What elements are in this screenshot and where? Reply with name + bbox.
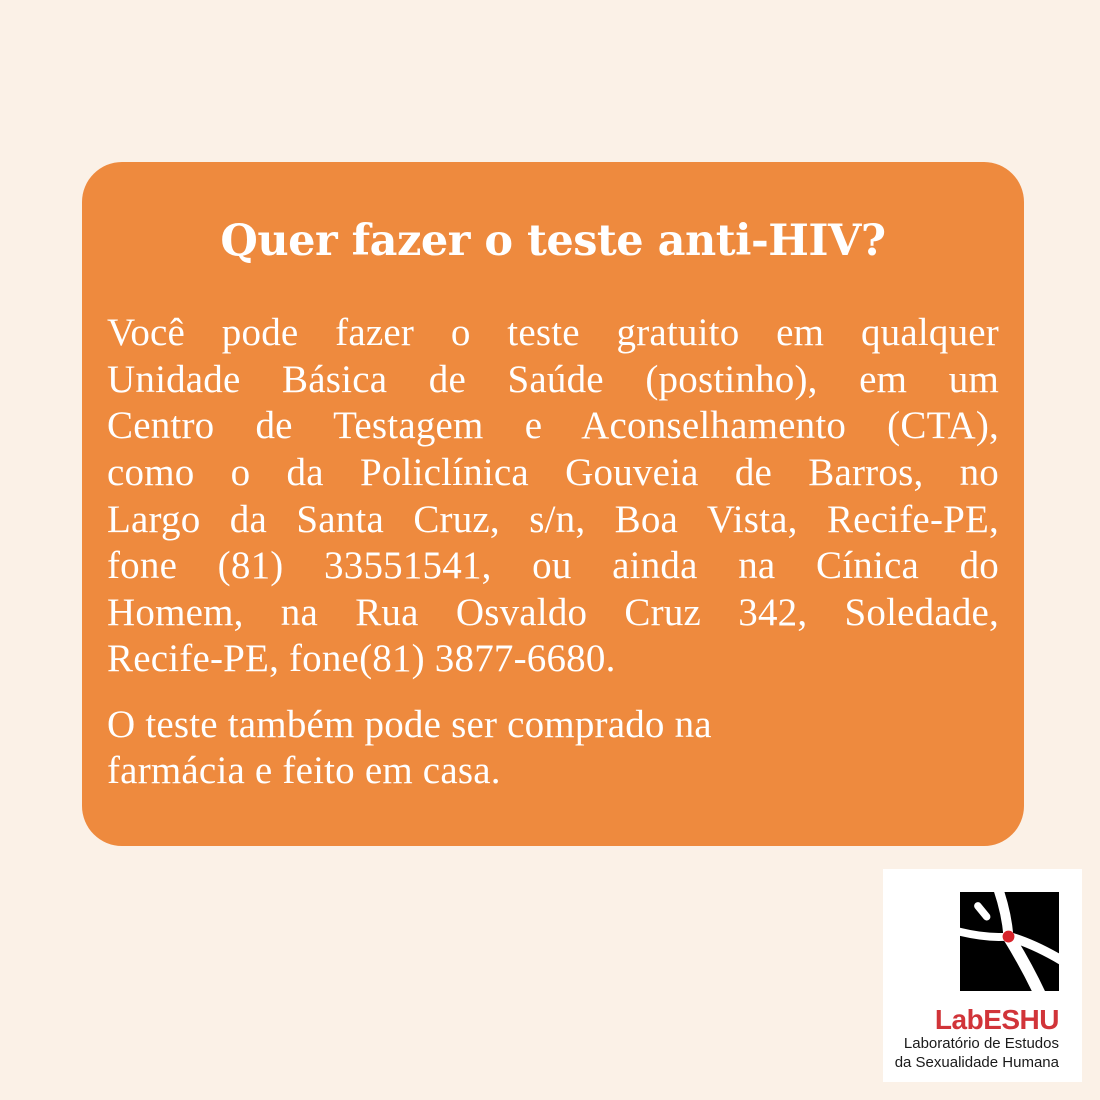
body-line: fone (81) 33551541, ou ainda na Cínica do bbox=[107, 544, 999, 588]
logo-subtitle-line2: da Sexualidade Humana bbox=[894, 1054, 1059, 1071]
body-line: O teste também pode ser comprado na bbox=[107, 702, 712, 746]
body-line: Centro de Testagem e Aconselhamento (CTA), bbox=[107, 404, 999, 448]
body-line: Você pode fazer o teste gratuito em qualquer bbox=[107, 311, 999, 355]
labeshu-logo-panel bbox=[883, 869, 1082, 1082]
paragraph-testing-locations bbox=[107, 310, 999, 683]
body-line: Recife-PE, fone(81) 3877-6680. bbox=[107, 637, 616, 681]
info-card bbox=[82, 162, 1024, 846]
body-line: Largo da Santa Cruz, s/n, Boa Vista, Recife-PE, bbox=[107, 497, 999, 541]
labeshu-dragonfly-icon bbox=[960, 891, 1059, 992]
logo-subtitle-line1: Laboratório de Estudos bbox=[903, 1035, 1059, 1052]
body-line: farmácia e feito em casa. bbox=[107, 749, 501, 793]
body-line: como o da Policlínica Gouveia de Barros, no bbox=[107, 450, 999, 494]
paragraph-pharmacy-test bbox=[107, 702, 999, 795]
body-line: Homem, na Rua Osvaldo Cruz 342, Soledade, bbox=[107, 590, 999, 634]
logo-wordmark: LabESHU bbox=[934, 1004, 1059, 1035]
body-line: Unidade Básica de Saúde (postinho), em um bbox=[107, 357, 999, 401]
card-title: Quer fazer o teste anti-HIV? bbox=[220, 216, 886, 266]
